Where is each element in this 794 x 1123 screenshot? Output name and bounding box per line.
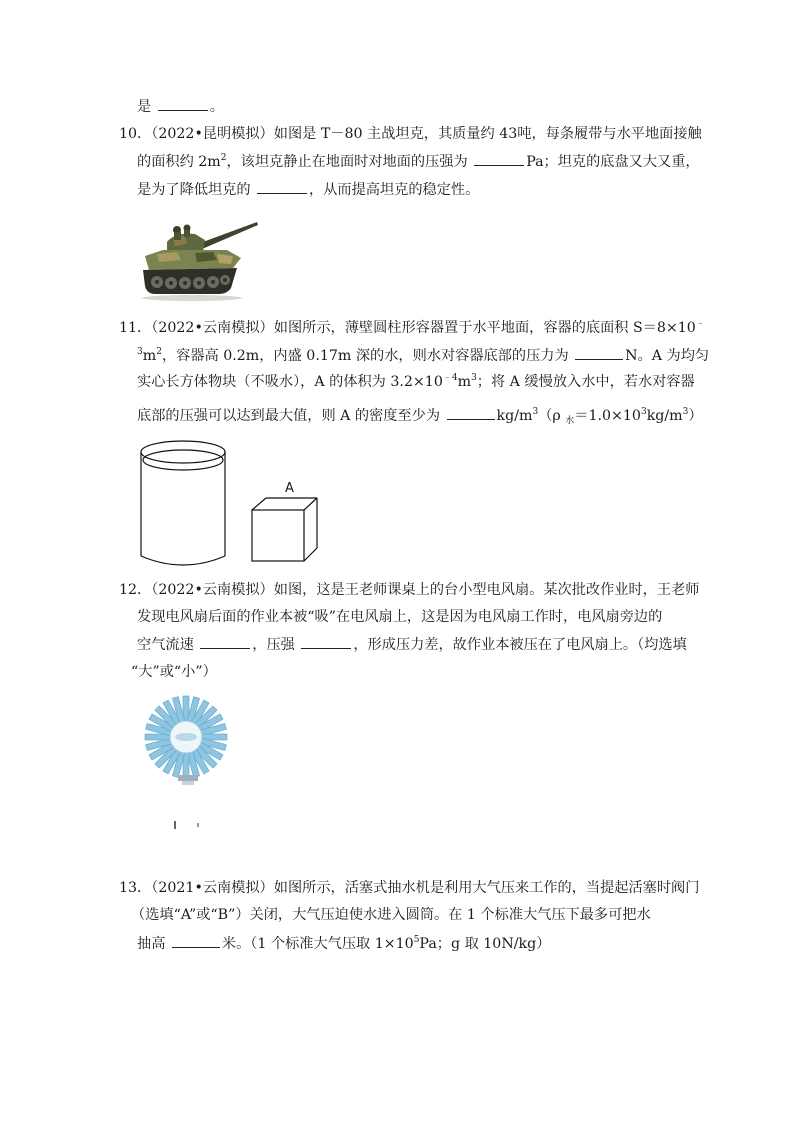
q11-density-blank[interactable] [447,405,495,420]
q9-answer-blank[interactable] [158,96,208,111]
q10-line-1: 10．（2022•昆明模拟）如图是 T－80 主战坦克，其质量约 43吨，每条履带与水平地面接触 [119,126,702,142]
tank-image [137,216,259,302]
q12-line-4: “大”或“小”） [131,664,217,680]
q11-source: （2022•云南模拟） [151,320,274,336]
q10-stability-blank[interactable] [257,179,307,194]
q12-source: （2022•云南模拟） [151,582,274,598]
q10-number: 10． [119,126,152,142]
q12-airspeed-blank[interactable] [200,634,250,649]
q11-line-1: 11．（2022•云南模拟）如图所示，薄壁圆柱形容器置于水平地面，容器的底面积 S＝8×10﹣ [119,319,705,336]
cube-block-diagram [250,496,320,564]
q12-line-1: 12．（2022•云南模拟）如图，这是王老师课桌上的台小型电风扇。某次批改作业时，王老师 [119,582,700,598]
fan-image [142,695,234,835]
q13-line-3: 抽高 米。（1 个标准大气压取 $1\times 10^5Pa$；g 取 10N/kg） [137,935,551,952]
q11-line-2: $^3m^2$，容器高 0.2m，内盛 0.17m 深的水，则水对容器底部的压力为 N。A 为均匀 [137,347,710,364]
q10-pressure-blank[interactable] [474,151,524,166]
q12-line-2: 发现电风扇后面的作业本被“吸”在电风扇上，这是因为电风扇工作时，电风扇旁边的 [137,609,663,625]
q11-line-3: 实心长方体物块（不吸水），A 的体积为 $3.2\times 10^{﹣4}m^3$；将 A 缓慢放入水中，若水对容器 [137,373,695,390]
q12-number: 12． [119,582,152,598]
q11-line-4: 底部的压强可以达到最大值，则 A 的密度至少为 $kg/m^3(\rho$ $_水=1.0\times 10^3kg/m^3$） [137,407,703,426]
block-a-label: A [285,481,294,496]
q13-height-blank[interactable] [172,933,220,948]
q11-force-blank[interactable] [575,345,623,360]
q13-line-2: （选填“A”或“B”）关闭，大气压迫使水进入圆筒。在 1 个标准大气压下最多可把水 [131,907,651,923]
q10-source: （2022•昆明模拟） [151,126,274,142]
q13-line-1: 13．（2021•云南模拟）如图所示，活塞式抽水机是利用大气压来工作的，当提起活塞时阀门 [119,880,700,896]
q9-tail-line: 是 。 [137,96,224,117]
q13-source: （2021•云南模拟） [151,880,274,896]
q10-line-2: 的面积约 $2m^2$，该坦克静止在地面时对地面的压强为 Pa；坦克的底盘又大又重， [137,153,700,170]
q12-pressure-blank[interactable] [301,634,351,649]
q12-line-3: 空气流速 ，压强 ，形成压力差，故作业本被压在了电风扇上。（均选填 [137,634,687,655]
q13-number: 13． [119,880,152,896]
q11-number: 11． [119,320,152,336]
q10-line-3: 是为了降低坦克的 ，从而提高坦克的稳定性。 [137,179,479,200]
cylinder-container-diagram [138,438,230,570]
